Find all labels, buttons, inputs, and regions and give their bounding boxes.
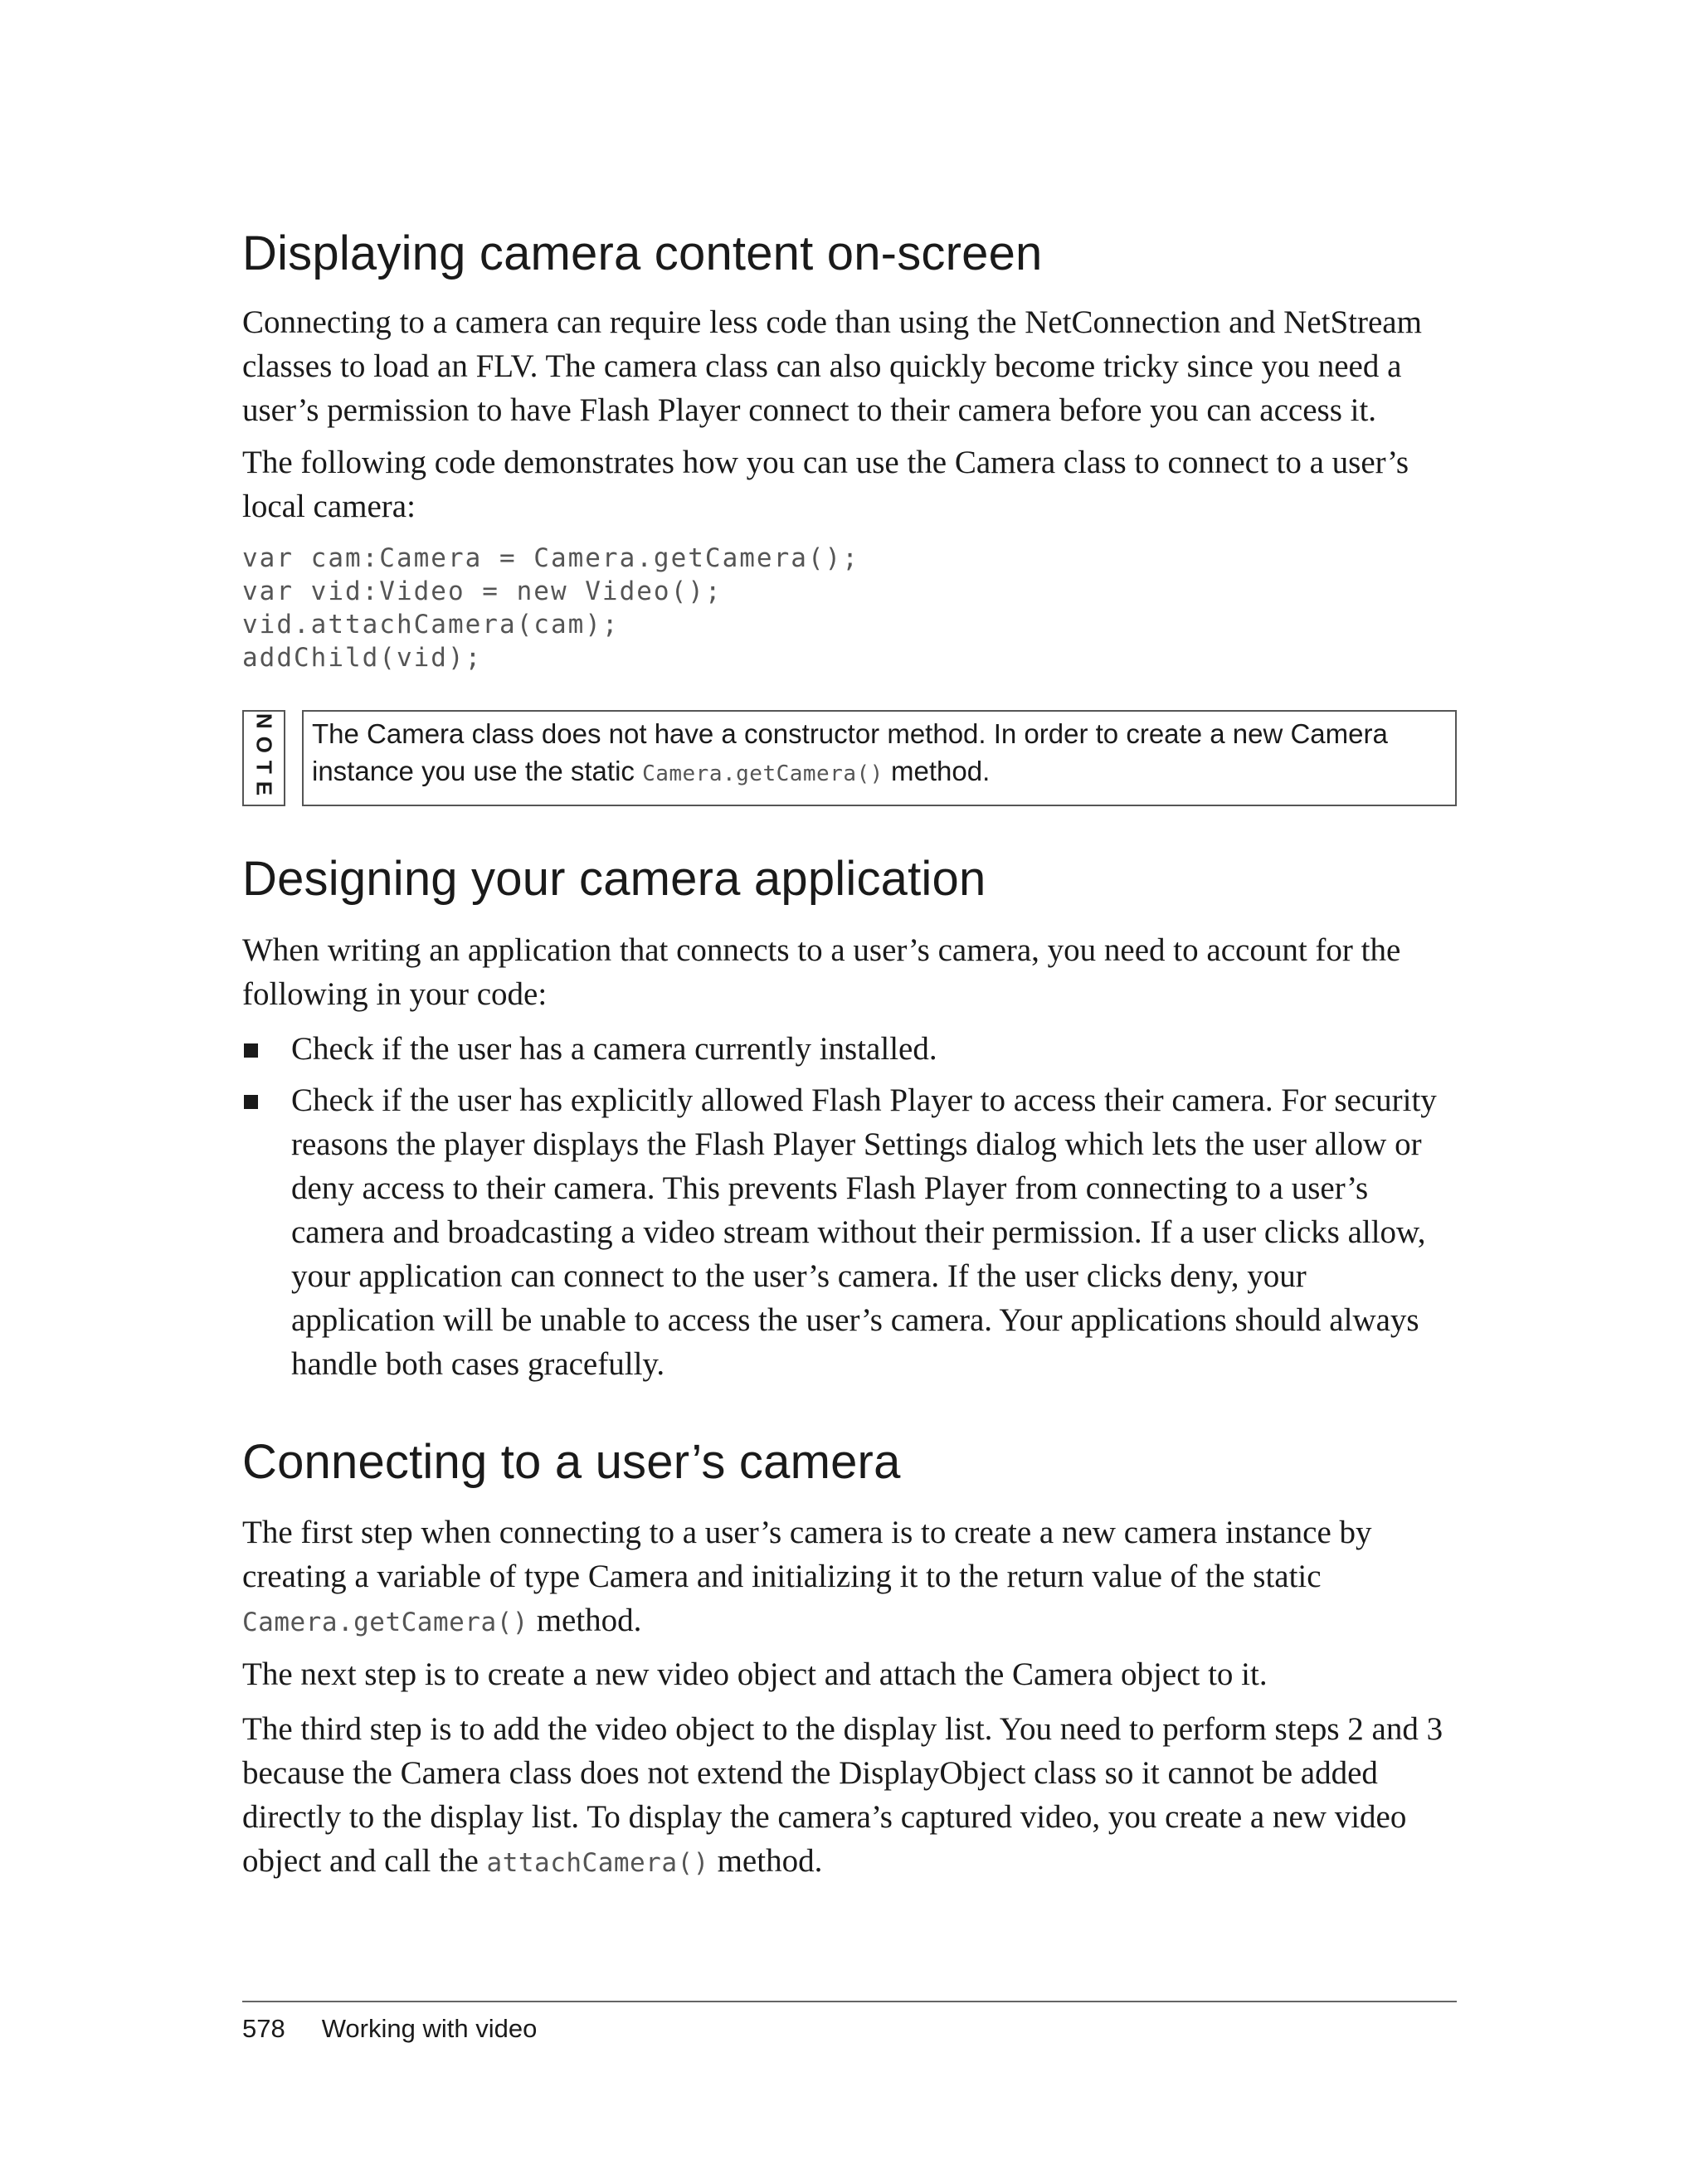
note-label: NOTE: [251, 713, 277, 804]
code-block: [242, 542, 1457, 674]
code-line: var vid:Video = new Video();: [242, 576, 723, 606]
list-item-text: Check if the user has a camera currently installed.: [291, 1031, 937, 1067]
heading-designing-camera-application: Designing your camera application: [242, 852, 986, 906]
bullet-square-icon: [244, 1043, 258, 1058]
section1-paragraph-2: The following code demonstrates how you can use the Camera class to connect to a user’s local camera:: [242, 445, 1409, 524]
note-text-end: method.: [883, 756, 991, 786]
section3-paragraph-1: The first step when connecting to a user’s camera is to create a new camera instance by creating a variable of type Camera and initializing it to the return value of the static Camera.getCamera() method.: [242, 1515, 1372, 1638]
list-item: [242, 1078, 1457, 1386]
note-text: The Camera class does not have a constructor method. In order to create a new Camera instance you use the static: [312, 718, 1388, 786]
heading-connecting-to-camera: Connecting to a user’s camera: [242, 1435, 901, 1489]
code-line: addChild(vid);: [242, 643, 483, 673]
code-line: var cam:Camera = Camera.getCamera();: [242, 543, 859, 573]
heading-displaying-camera-content: Displaying camera content on-screen: [242, 226, 1043, 280]
list-item-text: Check if the user has explicitly allowed Flash Player to access their camera. For security reasons the player displays the Flash Player Settings dialog which lets the user allow or deny access to their camera. This prevents Flash Player from connecting to a user’s camera and broadcasting a video stream without their permission. If a user clicks allow, your application can connect to the user’s camera. If the user clicks deny, your application will be unable to access the user’s camera. Your applications should always handle both cases gracefully.: [291, 1082, 1437, 1382]
note-label-tab: [242, 710, 285, 806]
section3-paragraph-2: The next step is to create a new video object and attach the Camera object to it.: [242, 1656, 1268, 1692]
page-footer: [242, 2014, 537, 2044]
list-item: [242, 1027, 1457, 1071]
bullet-square-icon: [244, 1095, 258, 1109]
section2-intro: When writing an application that connects to a user’s camera, you need to account for the following in your code:: [242, 932, 1401, 1012]
note-box: [302, 710, 1457, 806]
section3-paragraph-3: The third step is to add the video object to the display list. You need to perform steps 2 and 3 because the Camera class does not extend the DisplayObject class so it cannot be added directly to the display list. To display the camera’s captured video, you create a new video object and call the attachCamera() method.: [242, 1711, 1443, 1879]
footer-rule: [242, 2001, 1457, 2002]
note-code: Camera.getCamera(): [642, 761, 884, 786]
inline-code: Camera.getCamera(): [242, 1608, 528, 1637]
inline-code: attachCamera(): [486, 1848, 709, 1878]
page-number: 578: [242, 2014, 285, 2043]
code-line: vid.attachCamera(cam);: [242, 610, 620, 640]
footer-section-title: Working with video: [321, 2014, 538, 2043]
section1-paragraph-1: Connecting to a camera can require less code than using the NetConnection and NetStream classes to load an FLV. The camera class can also quickly become tricky since you need a user’s permission to have Flash Player connect to their camera before you can access it.: [242, 304, 1422, 428]
